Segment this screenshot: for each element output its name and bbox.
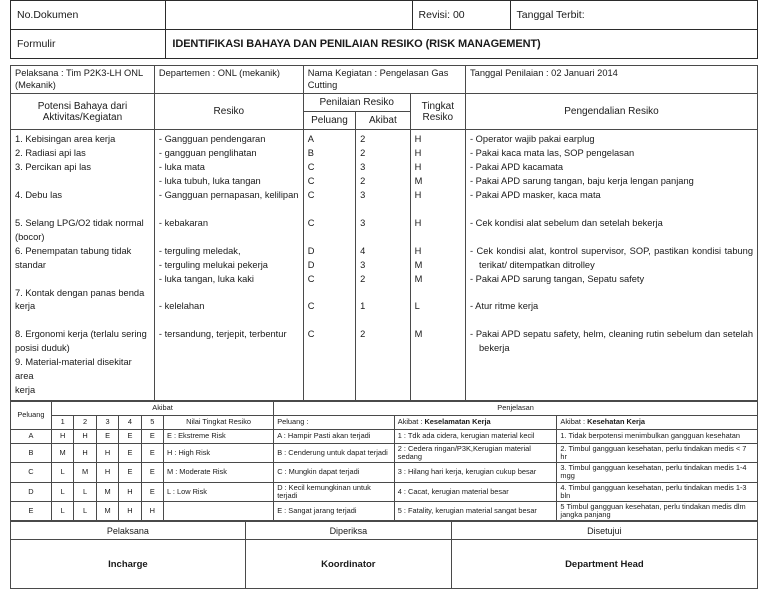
akibat-keselamatan-item: 2 : Cedera ringan/P3K,Kerugian material sedang (394, 444, 557, 463)
peluang-value: C (307, 329, 315, 340)
matrix-cell: E (141, 482, 163, 501)
colhead-pengendalian: Pengendalian Resiko (466, 94, 758, 130)
control-item: - Pakai APD sarung tangan, Sepatu safety (470, 273, 645, 284)
matrix-cell: M (51, 444, 73, 463)
hazard-item: 6. Penempatan tabung tidak (15, 245, 132, 256)
matrix-cell: H (51, 430, 73, 444)
no-dokumen-label: No.Dokumen (11, 1, 166, 30)
control-item: - Pakai APD masker, kaca mata (470, 189, 601, 200)
tingkat-resiko-values (410, 130, 465, 401)
akibat-value-blank (360, 314, 405, 328)
akibat-keselamatan-bold: Keselamatan Kerja (424, 417, 491, 427)
meta-row (11, 66, 758, 94)
tingkat-value: M (414, 329, 423, 340)
control-item-blank (470, 203, 753, 217)
hazard-item: posisi duduk) (15, 343, 70, 354)
legend-matrix-row (11, 482, 758, 501)
akibat-values (356, 130, 410, 401)
matrix-cell: L (74, 482, 96, 501)
meta-departemen: Departemen : ONL (mekanik) (154, 66, 303, 94)
legend-penjelasan-header: Penjelasan (274, 402, 758, 416)
hazard-item: 5. Selang LPG/O2 tidak normal (15, 217, 144, 228)
document-header-table (10, 0, 758, 59)
signature-role-koordinator[interactable]: Koordinator (245, 540, 451, 589)
risk-item-blank (159, 287, 299, 301)
peluang-value-blank (308, 203, 351, 217)
risk-list (154, 130, 303, 401)
tingkat-value: H (414, 134, 422, 145)
legend-akibat-scale: 5 (141, 416, 163, 430)
tingkat-value: M (414, 176, 423, 187)
colhead-potensi: Potensi Bahaya dari Aktivitas/Kegiatan (11, 94, 155, 130)
risk-item: - kelelahan (158, 301, 205, 312)
control-item-blank (470, 287, 753, 301)
legend-akibat-scale: 2 (74, 416, 96, 430)
control-item-blank (470, 314, 753, 328)
nilai-tingkat-resiko-item: L : Low Risk (163, 482, 273, 501)
risk-item: - Gangguan pendengaran (158, 134, 266, 145)
peluang-value: D (307, 245, 315, 256)
matrix-cell: E (141, 430, 163, 444)
akibat-value: 2 (360, 134, 366, 145)
formulir-label: Formulir (11, 30, 166, 59)
risk-item: - Gangguan pernapasan, kelilipan (158, 189, 299, 200)
matrix-cell: E (119, 444, 141, 463)
tingkat-value-blank (415, 287, 461, 301)
legend-akibat-scale: 3 (96, 416, 118, 430)
tingkat-value: H (414, 189, 422, 200)
akibat-kesehatan-item: 1. Tidak berpotensi menimbulkan gangguan kesehatan (557, 430, 758, 444)
akibat-value-blank (360, 231, 405, 245)
control-item-blank (470, 231, 753, 245)
matrix-cell: M (74, 463, 96, 482)
hazard-item: 9. Material-material disekitar area (15, 357, 132, 382)
legend-matrix-row (11, 430, 758, 444)
tingkat-value-blank (415, 231, 461, 245)
risk-item: - gangguan penglihatan (158, 148, 257, 159)
matrix-cell: H (74, 430, 96, 444)
matrix-peluang: E (11, 501, 52, 520)
tingkat-value: M (414, 259, 423, 270)
peluang-value-blank (308, 287, 351, 301)
akibat-value-blank (360, 203, 405, 217)
colhead-peluang: Peluang (303, 112, 355, 130)
akibat-kesehatan-item: 5 Timbul gangguan kesehatan, perlu tindakan medis dlm jangka panjang (557, 501, 758, 520)
matrix-cell: M (96, 501, 118, 520)
header-row-document-number (11, 1, 758, 30)
peluang-value: B (307, 148, 314, 159)
akibat-keselamatan-item: 4 : Cacat, kerugian material besar (394, 482, 557, 501)
legend-akibat-kesehatan-header (557, 416, 758, 430)
matrix-cell: H (74, 444, 96, 463)
matrix-cell: E (119, 463, 141, 482)
hazard-item: (bocor) (15, 231, 45, 242)
meta-pelaksana: Pelaksana : Tim P2K3-LH ONL (Mekanik) (11, 66, 155, 94)
risk-item: - luka mata (158, 162, 205, 173)
peluang-desc-item: B : Cenderung untuk dapat terjadi (274, 444, 395, 463)
matrix-cell: L (74, 501, 96, 520)
akibat-value: 2 (360, 148, 366, 159)
hazard-item: kerja (15, 301, 36, 312)
tingkat-value-blank (415, 203, 461, 217)
tingkat-value-blank (415, 314, 461, 328)
matrix-cell: H (119, 501, 141, 520)
legend-akibat-header: Akibat (51, 402, 273, 416)
tingkat-value: L (414, 301, 420, 312)
akibat-value: 2 (360, 329, 366, 340)
risk-item-blank (159, 203, 299, 217)
akibat-kesehatan-prefix: Akibat : (560, 417, 588, 427)
hazard-item: 1. Kebisingan area kerja (15, 134, 116, 145)
peluang-value: A (307, 134, 314, 145)
akibat-keselamatan-item: 3 : Hilang hari kerja, kerugian cukup besar (394, 463, 557, 482)
matrix-peluang: C (11, 463, 52, 482)
signature-header-pelaksana: Pelaksana (11, 522, 246, 540)
control-item: - Pakai APD sarung tangan, baju kerja lengan panjang (470, 176, 694, 187)
matrix-peluang: A (11, 430, 52, 444)
peluang-desc-item: D : Kecil kemungkinan untuk terjadi (274, 482, 395, 501)
matrix-cell: L (51, 482, 73, 501)
control-item: - Pakai APD kacamata (470, 162, 564, 173)
risk-item: - tersandung, terjepit, terbentur (158, 329, 287, 340)
signature-role-department-head[interactable]: Department Head (451, 540, 757, 589)
colhead-resiko: Resiko (154, 94, 303, 130)
peluang-value: C (307, 217, 315, 228)
control-item: - Pakai APD sepatu safety, helm, cleaning rutin sebelum dan setelah bekerja (470, 329, 753, 354)
legend-nilai-tingkat-resiko-header: Nilai Tingkat Resiko (163, 416, 273, 430)
akibat-kesehatan-bold: Kesehatan Kerja (587, 417, 646, 427)
akibat-keselamatan-item: 1 : Tdk ada cidera, kerugian material kecil (394, 430, 557, 444)
meta-nama-kegiatan: Nama Kegiatan : Pengelasan Gas Cutting (303, 66, 465, 94)
form-title: IDENTIFIKASI BAHAYA DAN PENILAIAN RESIKO (RISK MANAGEMENT) (166, 30, 758, 59)
nilai-tingkat-resiko-item (163, 501, 273, 520)
peluang-desc-item: E : Sangat jarang terjadi (274, 501, 395, 520)
colhead-tingkat-resiko: Tingkat Resiko (410, 94, 465, 130)
peluang-values (303, 130, 355, 401)
risk-content-row (11, 130, 758, 401)
tingkat-value: H (414, 245, 422, 256)
peluang-value-blank (308, 231, 351, 245)
matrix-cell: H (141, 501, 163, 520)
hazard-item: 4. Debu las (15, 189, 63, 200)
legend-matrix-row (11, 444, 758, 463)
akibat-value: 3 (360, 189, 366, 200)
risk-item: - kebakaran (158, 217, 208, 228)
control-list (466, 130, 758, 401)
control-item: - Cek kondisi alat sebelum dan setelah bekerja (470, 217, 663, 228)
hazard-item: 3. Percikan api las (15, 162, 91, 173)
hazard-item: 7. Kontak dengan panas benda (15, 287, 145, 298)
tingkat-value: H (414, 148, 422, 159)
matrix-cell: H (119, 482, 141, 501)
hazard-item-blank (15, 314, 150, 328)
matrix-peluang: B (11, 444, 52, 463)
hazard-item: standar (15, 259, 47, 270)
risk-item-blank (159, 314, 299, 328)
akibat-value: 2 (360, 176, 366, 187)
akibat-keselamatan-prefix: Akibat : (397, 417, 425, 427)
column-header-row-1 (11, 94, 758, 112)
legend-matrix-row (11, 501, 758, 520)
legend-akibat-scale: 1 (51, 416, 73, 430)
akibat-value-blank (360, 287, 405, 301)
akibat-value: 2 (360, 273, 366, 284)
hazard-item: 8. Ergonomi kerja (terlalu sering (15, 329, 147, 340)
matrix-cell: E (141, 463, 163, 482)
hazard-item-blank (15, 273, 150, 287)
akibat-kesehatan-item: 4. Timbul gangguan kesehatan, perlu tindakan medis 1-3 bln (557, 482, 758, 501)
signature-header-row (11, 522, 758, 540)
legend-peluang-header: Peluang (11, 402, 52, 430)
signature-header-disetujui: Disetujui (451, 522, 757, 540)
peluang-value: C (307, 189, 315, 200)
legend-header-row-1 (11, 402, 758, 416)
risk-assessment-table (10, 65, 758, 401)
signature-role-incharge[interactable]: Incharge (11, 540, 246, 589)
tingkat-value: M (414, 273, 423, 284)
peluang-value: C (307, 162, 315, 173)
revisi-value: Revisi: 00 (412, 1, 510, 30)
matrix-cell: L (51, 463, 73, 482)
risk-item: - luka tubuh, luka tangan (158, 176, 261, 187)
peluang-value: D (307, 259, 315, 270)
peluang-desc-item: C : Mungkin dapat terjadi (274, 463, 395, 482)
signature-table (10, 521, 758, 589)
control-item: - Cek kondisi alat, kontrol supervisor, SOP, pastikan kondisi tabung terikat/ ditempatkan ditrolley (470, 245, 753, 270)
control-item: - Operator wajib pakai earplug (470, 134, 595, 145)
legend-akibat-keselamatan-header (394, 416, 557, 430)
signature-header-diperiksa: Diperiksa (245, 522, 451, 540)
tingkat-value: H (414, 162, 422, 173)
colhead-penilaian-resiko: Penilaian Resiko (303, 94, 410, 112)
peluang-desc-item: A : Hampir Pasti akan terjadi (274, 430, 395, 444)
risk-item: - terguling melukai pekerja (158, 259, 268, 270)
matrix-cell: H (96, 444, 118, 463)
legend-header-row-2 (11, 416, 758, 430)
nilai-tingkat-resiko-item: M : Moderate Risk (163, 463, 273, 482)
peluang-value: C (307, 301, 315, 312)
risk-item: - terguling meledak, (158, 245, 241, 256)
colhead-akibat: Akibat (356, 112, 410, 130)
matrix-cell: L (51, 501, 73, 520)
matrix-cell: M (96, 482, 118, 501)
legend-matrix-row (11, 463, 758, 482)
peluang-value: C (307, 176, 315, 187)
hazard-item: 2. Radiasi api las (15, 148, 86, 159)
matrix-cell: H (96, 463, 118, 482)
hazard-list (11, 130, 155, 401)
control-item: - Pakai kaca mata las, SOP pengelasan (470, 148, 635, 159)
nilai-tingkat-resiko-item: H : High Risk (163, 444, 273, 463)
akibat-value: 3 (360, 162, 366, 173)
tingkat-value: H (414, 217, 422, 228)
risk-item: - luka tangan, luka kaki (158, 273, 254, 284)
akibat-value: 3 (360, 259, 366, 270)
akibat-keselamatan-item: 5 : Fatality, kerugian material sangat besar (394, 501, 557, 520)
peluang-value-blank (308, 314, 351, 328)
risk-item-blank (159, 231, 299, 245)
legend-peluang-col-header: Peluang : (274, 416, 395, 430)
matrix-cell: E (141, 444, 163, 463)
meta-tanggal-penilaian: Tanggal Penilaian : 02 Januari 2014 (466, 66, 758, 94)
no-dokumen-value (166, 1, 412, 30)
peluang-value: C (307, 273, 315, 284)
hazard-item-blank (15, 203, 150, 217)
signature-body-row (11, 540, 758, 589)
akibat-kesehatan-item: 2. Timbul gangguan kesehatan, perlu tindakan medis < 7 hr (557, 444, 758, 463)
tanggal-terbit-label: Tanggal Terbit: (510, 1, 757, 30)
nilai-tingkat-resiko-item: E : Ekstreme Risk (163, 430, 273, 444)
akibat-value: 4 (360, 245, 366, 256)
legend-table (10, 401, 758, 521)
hazard-item: kerja (15, 385, 36, 396)
header-row-form-title (11, 30, 758, 59)
control-item: - Atur ritme kerja (470, 301, 539, 312)
matrix-cell: E (96, 430, 118, 444)
akibat-value: 1 (360, 301, 366, 312)
matrix-peluang: D (11, 482, 52, 501)
matrix-cell: E (119, 430, 141, 444)
legend-akibat-scale: 4 (119, 416, 141, 430)
akibat-value: 3 (360, 217, 366, 228)
akibat-kesehatan-item: 3. Timbul gangguan kesehatan, perlu tindakan medis 1-4 mgg (557, 463, 758, 482)
hazard-item-blank (15, 175, 150, 189)
